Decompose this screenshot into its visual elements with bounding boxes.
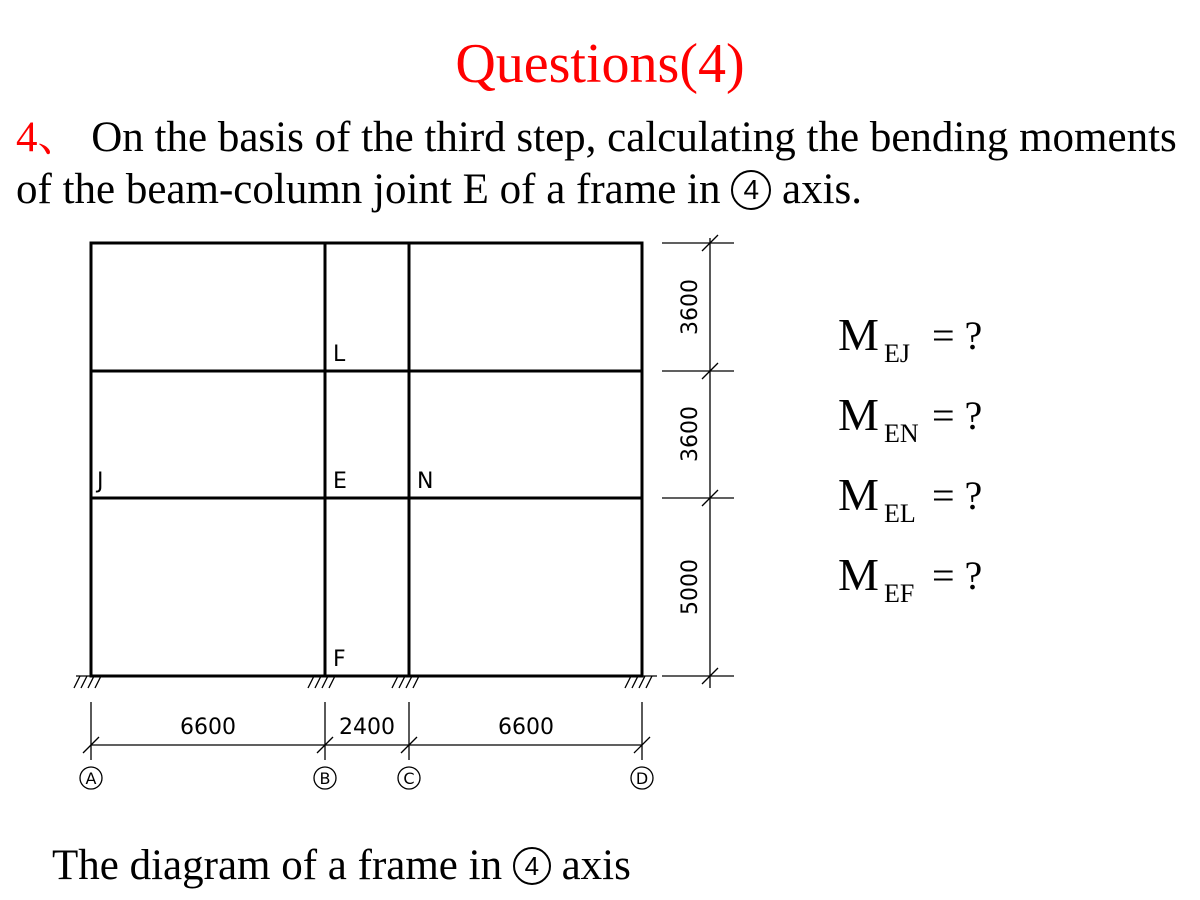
frame-diagram [0, 230, 760, 800]
joint-label-E: E [333, 469, 347, 494]
axis-label-A: A [85, 769, 97, 788]
equation-rhs: = ? [932, 313, 983, 358]
question-tail: axis. [781, 166, 863, 213]
span-dimension-BC: 2400 [339, 715, 395, 740]
circled-axis-number-icon: 4 [731, 170, 771, 210]
moment-symbol: M [838, 469, 879, 520]
equation-rhs: = ? [932, 393, 983, 438]
axis-label-B: B [319, 769, 331, 788]
height-dimension-bottom: 5000 [678, 559, 703, 615]
joint-label-J: J [97, 469, 104, 494]
page-title: Questions(4) [455, 33, 745, 95]
axis-bubbles [80, 767, 653, 789]
moment-subscript: EF [884, 579, 915, 608]
equation-MEN [838, 390, 1038, 470]
equation-rhs: = ? [932, 473, 983, 518]
diagram-caption [52, 840, 631, 892]
axis-label-C: C [403, 769, 415, 788]
height-dimension-top: 3600 [678, 279, 703, 335]
question-body: On the basis of the third step, calculating the bending moments of the beam-column joint E of a frame in [16, 114, 1177, 213]
moment-symbol: M [838, 309, 879, 360]
fixed-supports [74, 676, 657, 688]
axis-label-D: D [635, 769, 649, 788]
support-B [308, 676, 340, 688]
joint-label-F: F [333, 647, 346, 672]
support-A [74, 676, 106, 688]
support-C [392, 676, 424, 688]
equation-rhs: = ? [932, 553, 983, 598]
equation-MEJ [838, 310, 1038, 390]
moment-equations [838, 310, 1038, 630]
circled-axis-number-icon: 4 [513, 847, 551, 885]
joint-label-N: N [417, 469, 434, 494]
span-dimension-AB: 6600 [180, 715, 236, 740]
caption-tail: axis [561, 842, 631, 889]
span-dimension-CD: 6600 [498, 715, 554, 740]
frame-members [91, 243, 642, 676]
caption-text: The diagram of a frame in [52, 842, 503, 889]
question-text [16, 112, 1186, 216]
joint-label-L: L [333, 342, 346, 367]
support-D [625, 676, 657, 688]
moment-subscript: EJ [884, 339, 910, 368]
moment-symbol: M [838, 389, 879, 440]
equation-MEF [838, 550, 1038, 630]
frame-outline [91, 243, 642, 676]
question-number: 4、 [16, 114, 81, 161]
moment-subscript: EN [884, 419, 919, 448]
moment-symbol: M [838, 549, 879, 600]
equation-MEL [838, 470, 1038, 550]
height-dimension-middle: 3600 [678, 406, 703, 462]
moment-subscript: EL [884, 499, 916, 528]
